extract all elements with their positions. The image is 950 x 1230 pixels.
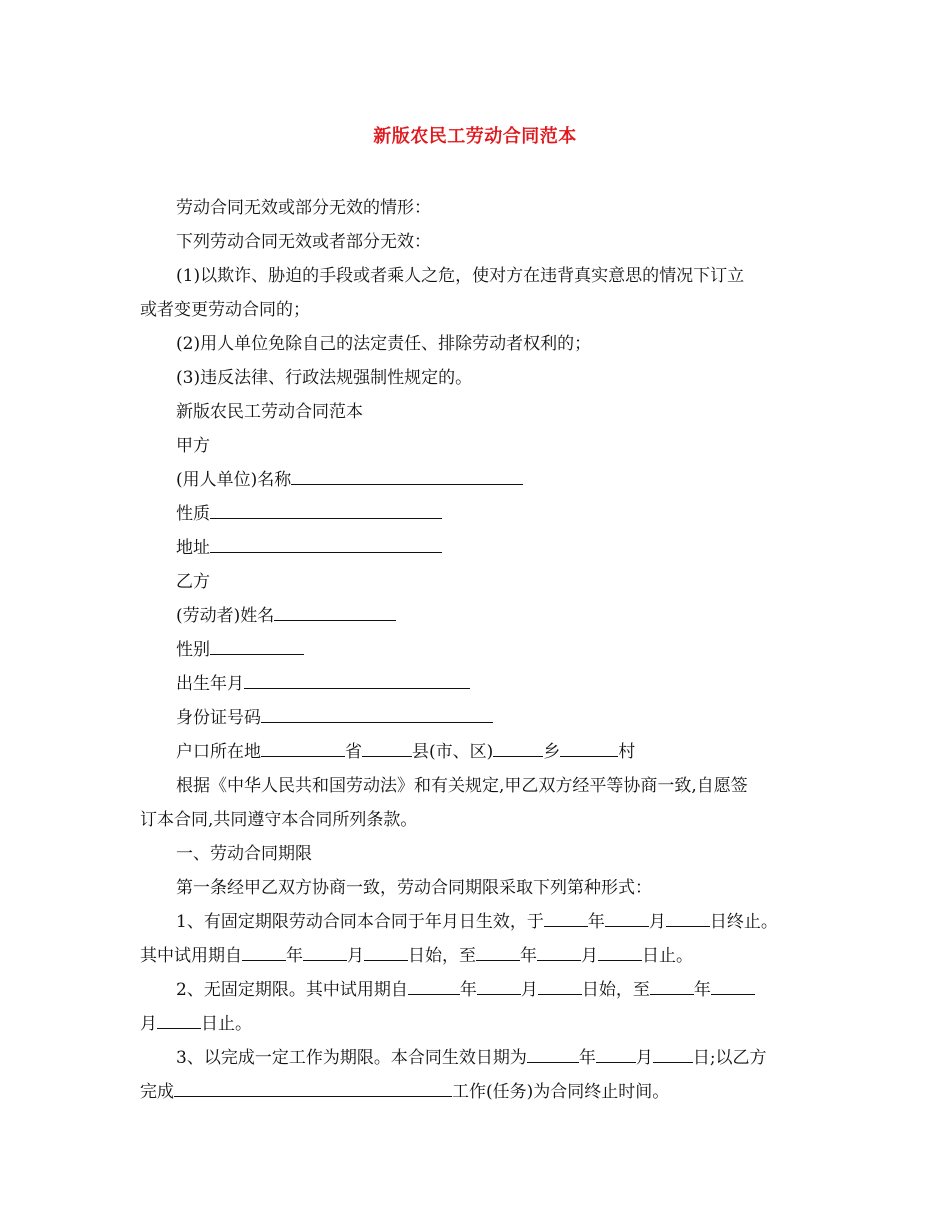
end-text: 日终止。: [709, 912, 778, 932]
probation-end-month-blank: [537, 945, 581, 961]
month-label: 月: [635, 1048, 653, 1068]
start-text: 日始，至: [581, 980, 650, 1000]
month-label: 月: [140, 1014, 157, 1034]
end-year-blank: [544, 911, 588, 927]
probation-text: 其中试用期自: [140, 946, 242, 966]
gender-row: [176, 639, 812, 661]
employer-name-blank: [291, 469, 523, 485]
county-label: 县(市、区): [412, 742, 494, 762]
intro-lead: 下列劳动合同无效或者部分无效：: [176, 232, 431, 252]
task-blank: [174, 1081, 452, 1097]
probation-start-year-blank: [242, 945, 286, 961]
id-label: 身份证号码: [176, 708, 261, 728]
county-blank: [362, 741, 412, 757]
birth-blank: [244, 673, 470, 689]
hukou-label: 户口所在地: [176, 742, 261, 762]
end-day-blank: [666, 911, 710, 927]
month-label: 月: [581, 946, 598, 966]
party-a-label: 甲方: [176, 436, 210, 456]
stop-text: 日止。: [642, 946, 693, 966]
worker-name-blank: [274, 605, 396, 621]
option-2-text: 2、无固定期限。其中试用期自: [176, 980, 408, 1000]
option-2-line-1: [176, 979, 812, 1001]
address-label: 地址: [176, 538, 210, 558]
item-1-line-1: (1)以欺诈、胁迫的手段或者乘人之危，使对方在违背真实意思的情况下订立: [176, 266, 745, 286]
party-b-label: 乙方: [176, 572, 210, 592]
hukou-row: [176, 741, 812, 763]
year-label: 年: [286, 946, 303, 966]
item-3: (3)违反法律、行政法规强制性规定的。: [176, 368, 473, 388]
stop-text: 日止。: [201, 1014, 252, 1034]
option-3-text: 3、以完成一定工作为期限。本合同生效日期为: [176, 1048, 527, 1068]
probation-start-month-blank: [303, 945, 347, 961]
option-1-line-1: [176, 911, 812, 933]
township-blank: [493, 741, 543, 757]
opt2-start-year-blank: [408, 979, 460, 995]
province-blank: [261, 741, 345, 757]
village-label: 村: [618, 742, 636, 762]
worker-name-label: (劳动者)姓名: [176, 606, 275, 626]
month-label: 月: [520, 980, 538, 1000]
year-label: 年: [520, 946, 537, 966]
province-label: 省: [345, 742, 362, 762]
contract-subtitle: 新版农民工劳动合同范本: [176, 402, 363, 422]
task-text: 工作(任务)为合同终止时间。: [452, 1082, 670, 1102]
option-3-line-1: [176, 1047, 812, 1069]
id-blank: [261, 707, 493, 723]
id-row: [176, 707, 812, 729]
address-blank: [210, 537, 442, 553]
opt3-year-blank: [527, 1047, 579, 1063]
nature-blank: [210, 503, 442, 519]
end-month-blank: [605, 911, 649, 927]
opt3-day-text: 日;以乙方: [692, 1048, 767, 1068]
village-blank: [560, 741, 618, 757]
opt2-end-day-blank: [157, 1013, 201, 1029]
opt2-end-month-blank: [711, 979, 755, 995]
employer-name-row: [176, 469, 812, 491]
start-text: 日始，至: [408, 946, 476, 966]
opt2-start-month-blank: [477, 979, 521, 995]
year-label: 年: [693, 980, 711, 1000]
employer-name-label: (用人单位)名称: [176, 470, 292, 490]
birth-label: 出生年月: [176, 674, 244, 694]
basis-line-1: 根据《中华人民共和国劳动法》和有关规定,甲乙双方经平等协商一致,自愿签: [176, 776, 748, 796]
opt3-month-blank: [596, 1047, 636, 1063]
article-1: 第一条经甲乙双方协商一致，劳动合同期限采取下列第种形式：: [176, 878, 652, 898]
nature-label: 性质: [176, 504, 210, 524]
gender-label: 性别: [176, 640, 210, 660]
complete-label: 完成: [140, 1082, 174, 1102]
year-label: 年: [459, 980, 477, 1000]
worker-name-row: [176, 605, 812, 627]
month-label: 月: [347, 946, 364, 966]
opt2-start-day-blank: [538, 979, 582, 995]
year-label: 年: [578, 1048, 596, 1068]
probation-end-day-blank: [598, 945, 642, 961]
gender-blank: [210, 639, 304, 655]
township-label: 乡: [543, 742, 561, 762]
option-1-text: 1、有固定期限劳动合同本合同于年月日生效，于: [176, 912, 544, 932]
intro-heading: 劳动合同无效或部分无效的情形：: [176, 198, 431, 218]
nature-row: [176, 503, 812, 525]
basis-line-2: 订本合同,共同遵守本合同所列条款。: [140, 810, 418, 830]
probation-end-year-blank: [476, 945, 520, 961]
item-2: (2)用人单位免除自己的法定责任、排除劳动者权利的；: [176, 334, 592, 354]
item-1-line-2: 或者变更劳动合同的；: [140, 300, 310, 320]
option-1-line-2: [140, 945, 812, 967]
opt3-day-blank: [653, 1047, 693, 1063]
option-3-line-2: [140, 1081, 812, 1103]
document-title: 新版农民工劳动合同范本: [373, 126, 577, 147]
address-row: [176, 537, 812, 559]
year-label: 年: [587, 912, 605, 932]
opt2-end-year-blank: [650, 979, 694, 995]
section-1-heading: 一、劳动合同期限: [176, 844, 312, 864]
probation-start-day-blank: [364, 945, 408, 961]
option-2-line-2: [140, 1013, 812, 1035]
birth-row: [176, 673, 812, 695]
month-label: 月: [648, 912, 666, 932]
